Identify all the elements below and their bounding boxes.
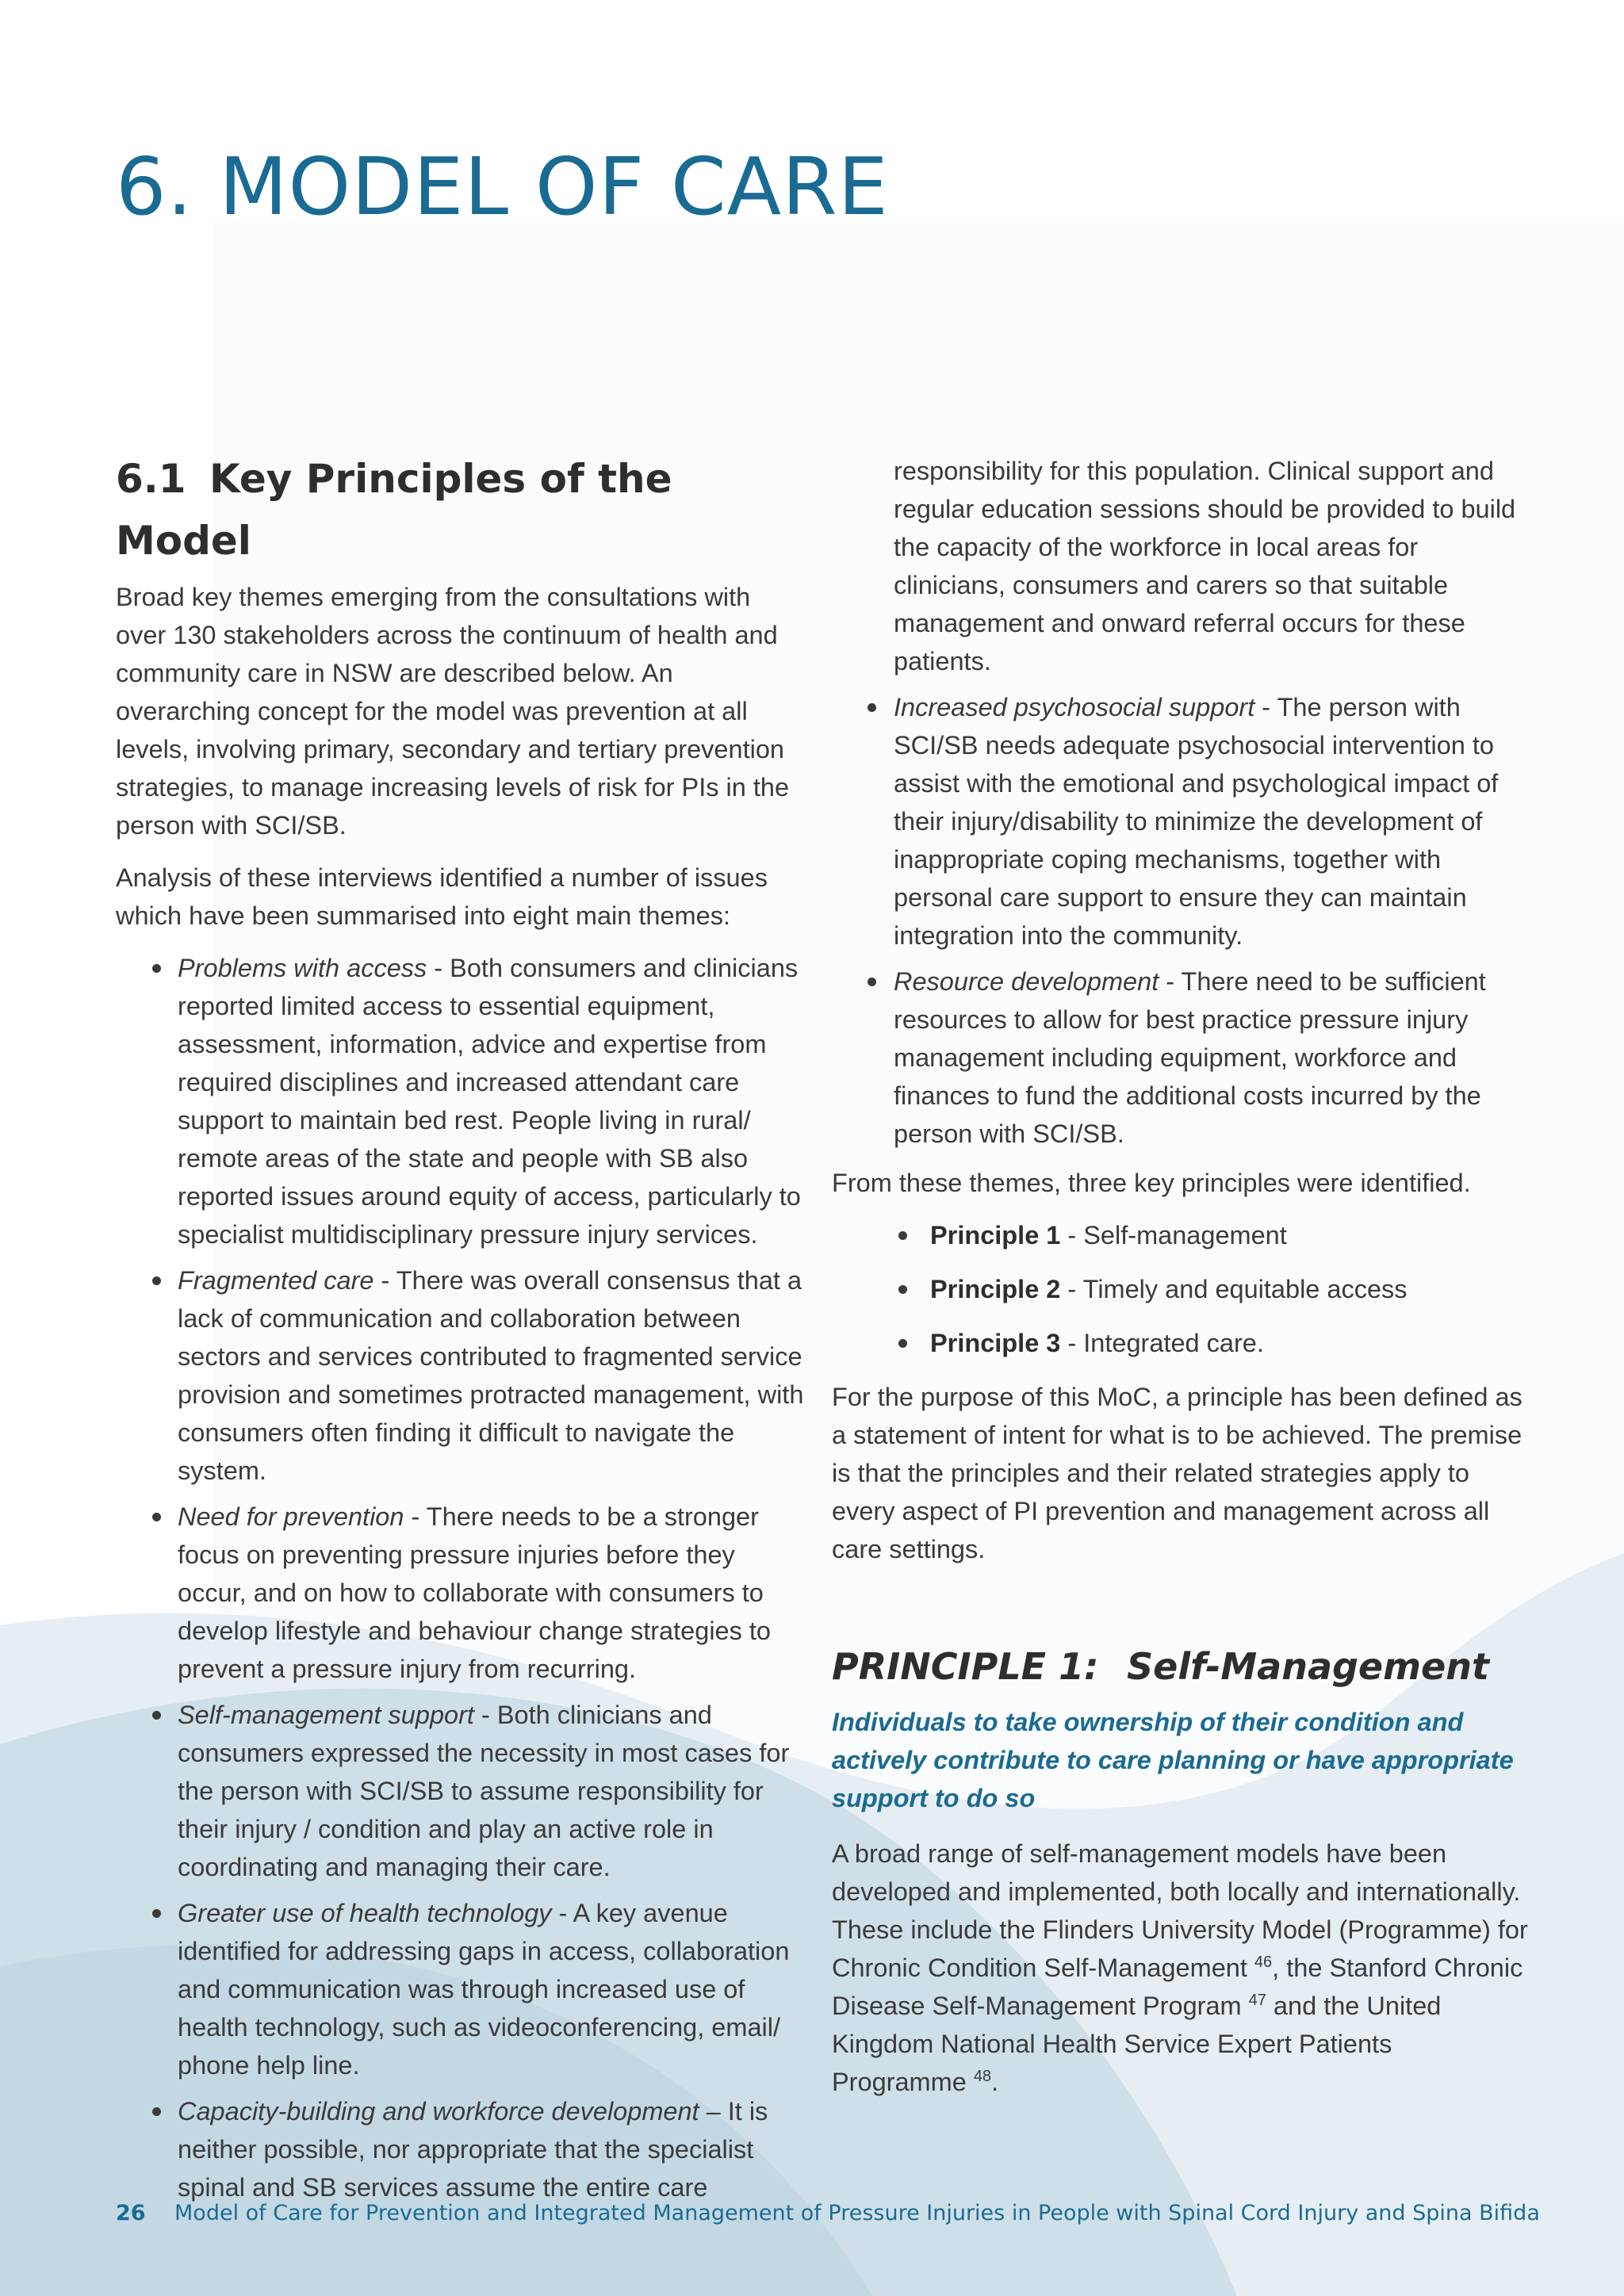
list-item [116,1894,806,2084]
theme-title: Increased psychosocial support [894,693,1255,721]
themes-list-continued [832,688,1530,1153]
theme-text: Both consumers and clinicians reported limited access to essential equipment, assessment, information, advice and expertise from required disciplines and increased attendant care support to maintain bed rest. People living in rural/ remote areas of the state and people with SB also reported issues around equity of access, particularly to specialist multidisciplinary pressure injury services. [178,954,801,1249]
theme-text: It is neither possible, nor appropriate that the specialist spinal and SB services assume the entire care [178,2097,768,2202]
section-heading [116,448,806,572]
principle-definition: For the purpose of this MoC, a principle has been defined as a statement of intent for what is to be achieved. The premise is that the principles and their related strategies apply to every aspect of PI prevention and management across all care settings. [832,1383,1522,1563]
intro-paragraph: Broad key themes emerging from the consultations with over 130 stakeholders across the continuum of health and community care in NSW are described below. An overarching concept for the model was prevention at all levels, involving primary, secondary and tertiary prevention strategies, to manage increasing levels of risk for PIs in the person with SCI/SB. [116,583,790,840]
theme-separator: - [404,1502,427,1531]
theme-continued-text: responsibility for this population. Clinical support and regular education sessions should be provided to build the capacity of the workforce in local areas for clinicians, consumers and carers so that suitable management and onward referral occurs for these patients. [894,457,1516,675]
principles-intro: From these themes, three key principles were identified. [832,1169,1471,1197]
page-number: 26 [116,2201,146,2225]
theme-separator: - [373,1266,396,1295]
body-text: , the Stanford Chronic Disease Self-Management Program [832,1954,1523,2020]
list-item [832,1216,1530,1254]
body-text: and the United Kingdom National Health Service Expert Patients Programme [832,1992,1442,2096]
theme-title: Problems with access [178,954,427,982]
theme-title: Resource development [894,967,1159,996]
theme-title: Fragmented care [178,1266,374,1295]
body-text: A broad range of self-management models have been developed and implemented, both locally and internationally. These include the Flinders University Model (Programme) for Chronic Condition Self-Management [832,1839,1528,1982]
list-item [832,1270,1530,1308]
principle-1-heading [832,1641,1530,1692]
principle-1-name: Self-Management [1127,1645,1489,1688]
theme-separator: – [699,2097,728,2126]
theme-title: Self-management support [178,1701,474,1729]
left-column [116,448,806,2214]
principle-1-body [832,1835,1530,2101]
principle-label: Principle 2 [930,1275,1061,1303]
theme-text: There was overall consensus that a lack of communication and collaboration between sectors and services contributed to fragmented service provision and sometimes protracted management, with consumers often finding it difficult to navigate the system. [178,1266,804,1485]
principle-1-label: PRINCIPLE 1: [832,1645,1099,1688]
right-column [832,452,1530,2115]
body-text: . [991,2068,999,2096]
reference-47: 47 [1248,1992,1266,2009]
theme-title: Greater use of health technology [178,1899,552,1927]
theme-title: Capacity-building and workforce development [178,2097,699,2126]
principle-label: Principle 1 [930,1221,1061,1249]
principles-list [832,1216,1530,1362]
section-number: 6.1 [116,456,186,502]
principle-1-subtitle: Individuals to take ownership of their condition and actively contribute to care planning or have appropriate support to do so [832,1708,1514,1812]
theme-separator: - [551,1899,573,1927]
theme-text: There needs to be a stronger focus on preventing pressure injuries before they occur, and on how to collaborate with consumers to develop lifestyle and behaviour change strategies to prevent a pressure injury from recurring. [178,1502,771,1683]
reference-46: 46 [1254,1954,1273,1971]
list-item [832,962,1530,1153]
theme-separator: - [427,954,450,982]
themes-list [116,949,806,2206]
list-item [116,1261,806,1490]
themes-intro-paragraph: Analysis of these interviews identified a number of issues which have been summarised into eight main themes: [116,863,768,930]
theme-title: Need for prevention [178,1502,404,1531]
principle-text: - Self-management [1060,1221,1287,1249]
principle-text: - Timely and equitable access [1060,1275,1408,1303]
list-item [116,949,806,1253]
page-footer [116,2199,1540,2228]
principle-label: Principle 3 [930,1329,1061,1357]
section-title: Key Principles of the Model [116,456,672,564]
theme-text: A key avenue identified for addressing gaps in access, collaboration and communication was through increased use of health technology, such as videoconferencing, email/ phone help line. [178,1899,790,2080]
list-item [832,1324,1530,1362]
theme-separator: - [1159,967,1182,996]
theme-separator: - [1254,693,1277,721]
list-item [116,1498,806,1688]
list-item [116,1696,806,1886]
list-item [832,688,1530,955]
footer-document-title: Model of Care for Prevention and Integrated Management of Pressure Injuries in People with Spinal Cord Injury and Spina Bifida [174,2201,1540,2225]
list-item [116,2092,806,2206]
reference-48: 48 [973,2068,992,2085]
theme-text: The person with SCI/SB needs adequate psychosocial intervention to assist with the emotional and psychological impact of their injury/disability to minimize the development of inappropriate coping mechanisms, together with personal care support to ensure they can maintain integration into the community. [894,693,1499,950]
theme-text: Both clinicians and consumers expressed the necessity in most cases for the person with SCI/SB to assume responsibility for their injury / condition and play an active role in coordinating and managing their care. [178,1701,790,1881]
page-title: 6. MODEL OF CARE [116,140,889,233]
theme-text: There need to be sufficient resources to allow for best practice pressure injury management including equipment, workforce and finances to fund the additional costs incurred by the person with SCI/SB. [894,967,1486,1148]
principle-text: - Integrated care. [1060,1329,1264,1357]
theme-separator: - [473,1701,497,1729]
